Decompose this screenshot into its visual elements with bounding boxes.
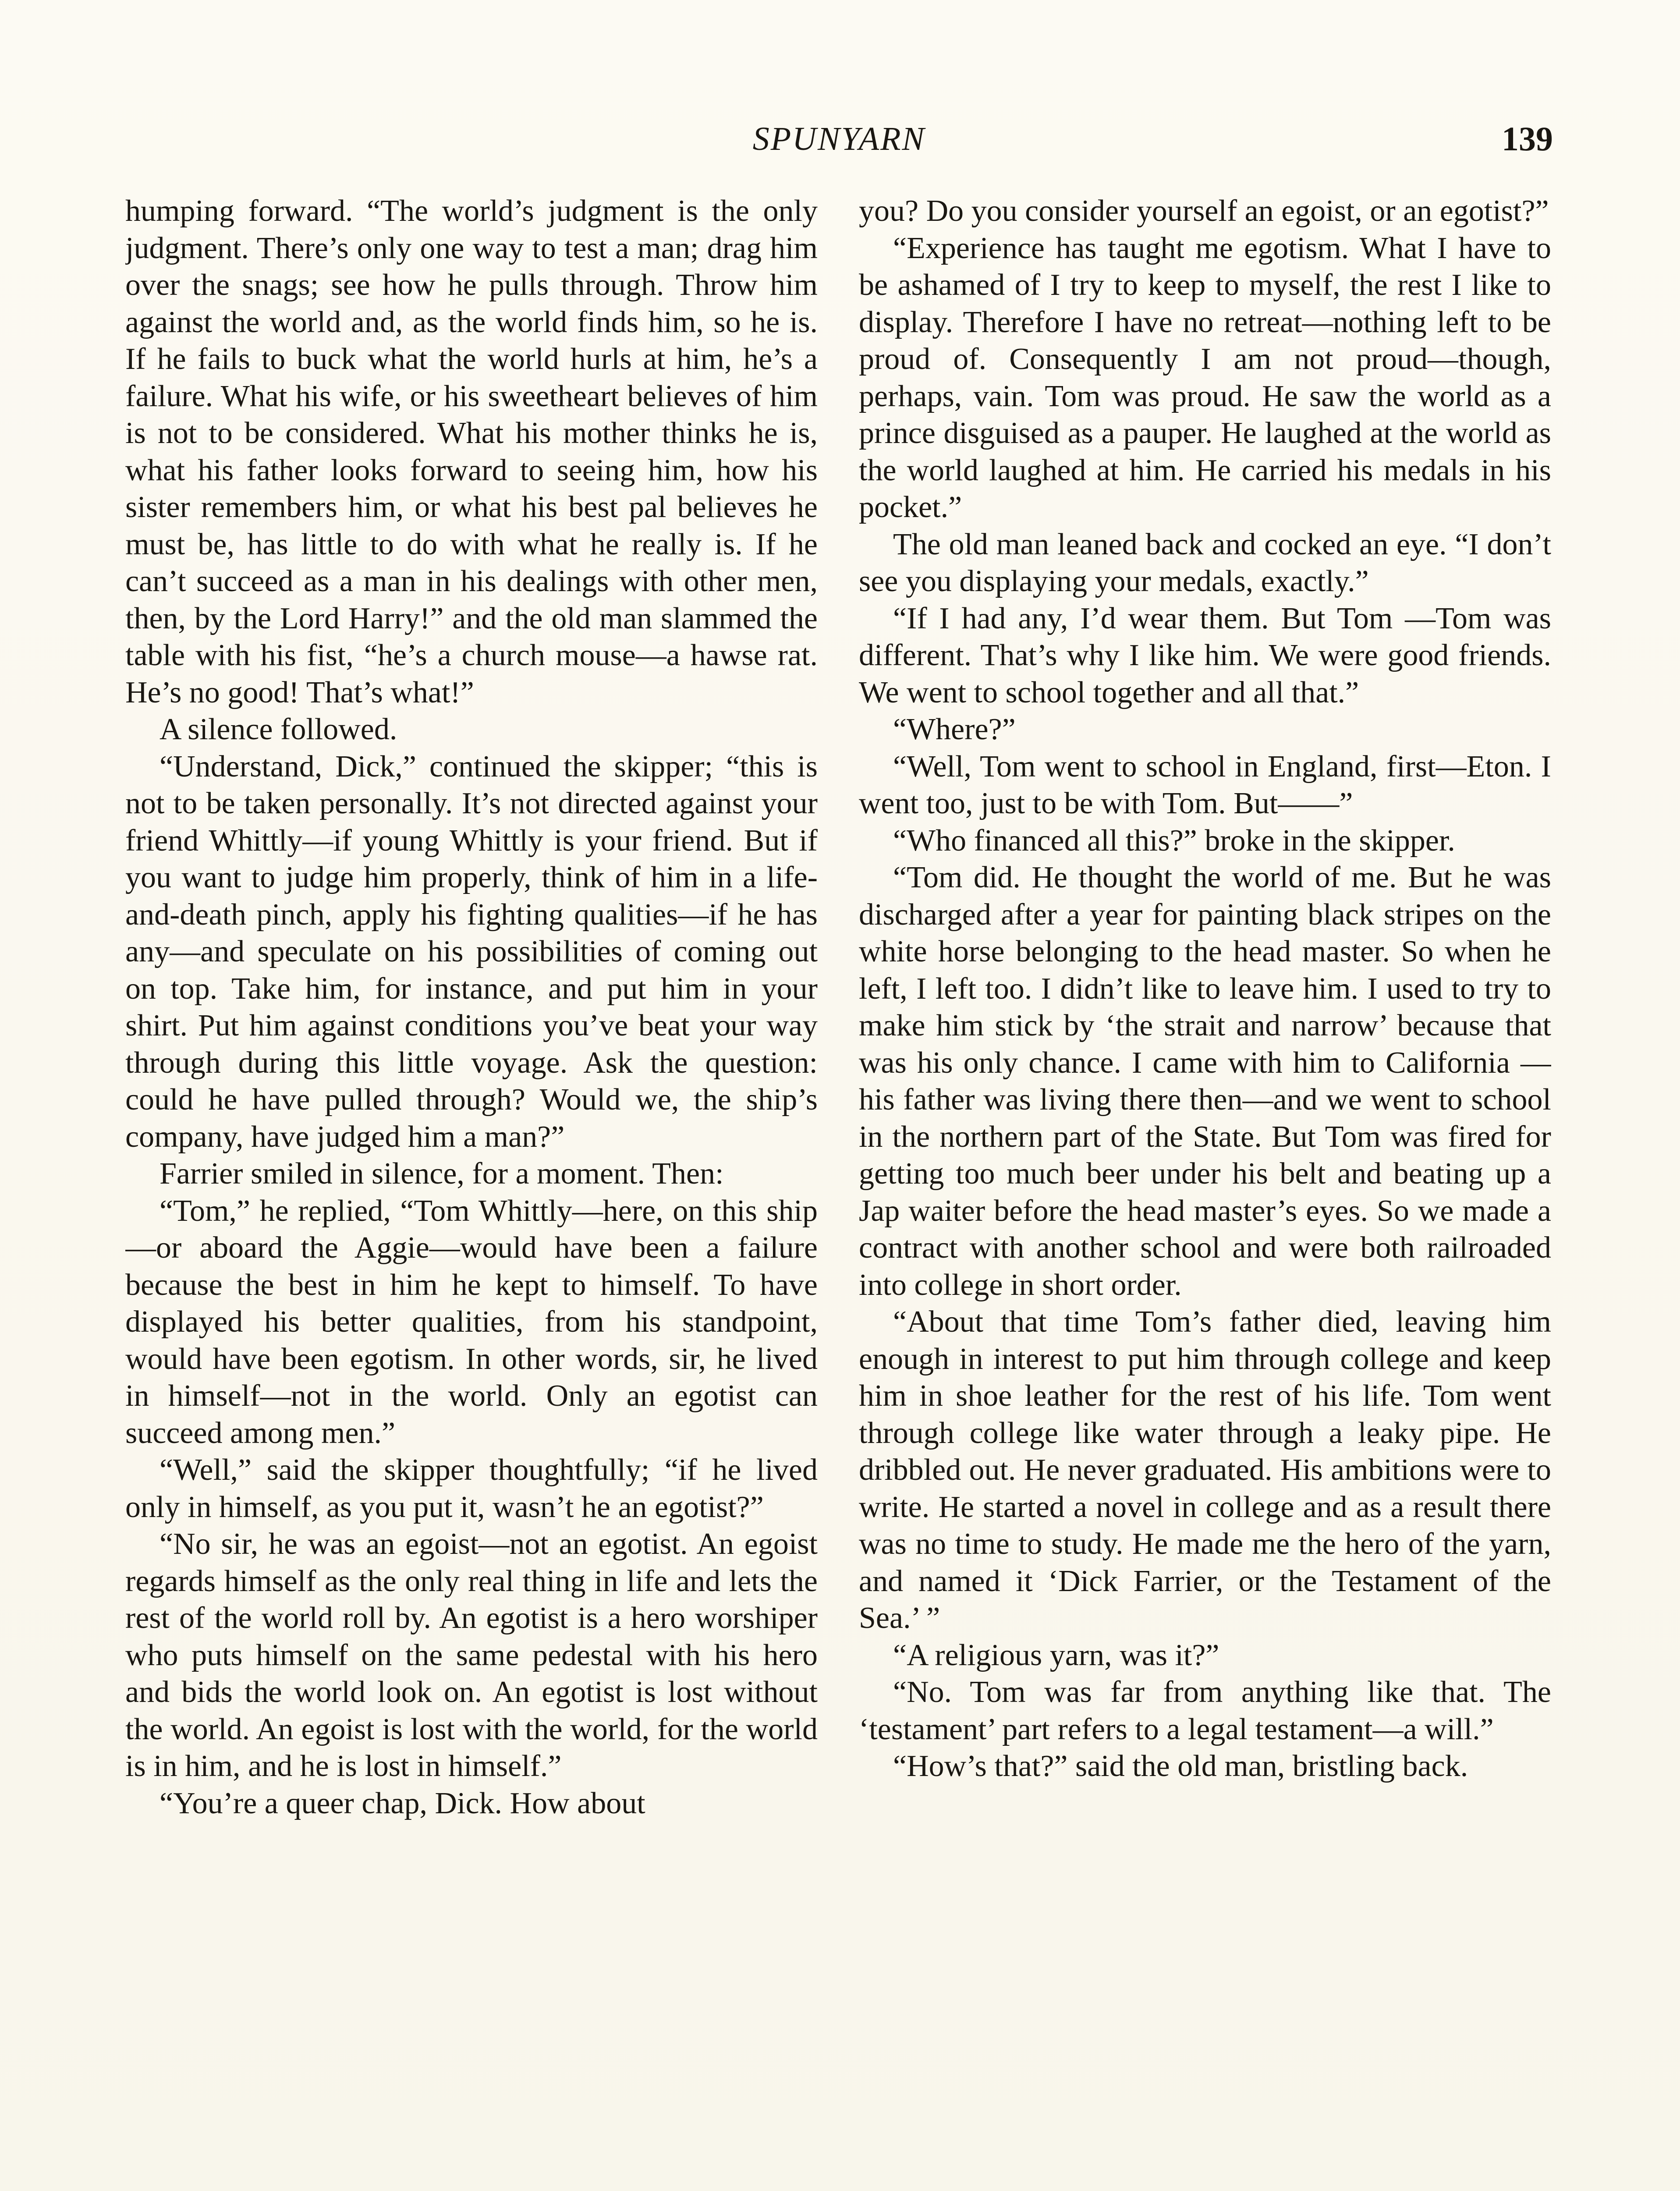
paragraph: “Where?”: [893, 713, 1016, 746]
paragraph: “Tom did. He thought the world of me. But he was discharged after a year for painting black stripes on the white horse belonging to the head master. So when he left, I left too. I didn’t like to leave him. I used to try to make him stick by ‘the strait and narrow’ because that was his only chance. I came with him to California —his father was living there then—and we went to school in the northern part of the State. But Tom was fired for getting too much beer under his belt and beating up a Jap waiter before the head master’s eyes. So we made a contract with another school and were both railroaded into college in short order.: [859, 861, 1551, 1302]
running-head: [125, 115, 1553, 163]
paragraph: The old man leaned back and cocked an eye. “I don’t see you displaying your medals, exactly.”: [859, 527, 1551, 598]
paragraph: humping forward. “The world’s judgment is the only judgment. There’s only one way to test a man; drag him over the snags; see how he pulls through. Throw him against the world and, as the world finds him, so he is. If he fails to buck what the world hurls at him, he’s a failure. What his wife, or his sweetheart believes of him is not to be considered. What his mother thinks he is, what his father looks forward to seeing him, how his sister remembers him, or what his best pal believes he must be, has little to do with what he really is. If he can’t succeed as a man in his dealings with other men, then, by the Lord Harry!” and the old man slammed the table with his fist, “he’s a church mouse—a hawse rat. He’s no good! That’s what!”: [125, 194, 818, 709]
paragraph: “Understand, Dick,” continued the skipper; “this is not to be taken personally. It’s not directed against your friend Whittly—if young Whittly is your friend. But if you want to judge him properly, think of him in a life-and-death pinch, apply his fighting qualities—if he has any—and speculate on his possibilities of coming out on top. Take him, for instance, and put him in your shirt. Put him against conditions you’ve beat your way through during this little voyage. Ask the question: could he have pulled through? Would we, the ship’s company, have judged him a man?”: [125, 749, 818, 1154]
paragraph: “About that time Tom’s father died, leaving him enough in interest to put him through college and keep him in shoe leather for the rest of his life. Tom went through college like water through a leaky pipe. He dribbled out. He never graduated. His ambitions were to write. He started a novel in college and as a result there was no time to study. He made me the hero of the yarn, and named it ‘Dick Farrier, or the Testament of the Sea.’ ”: [859, 1305, 1551, 1635]
paragraph: “A religious yarn, was it?”: [893, 1638, 1219, 1672]
paragraph: “No sir, he was an egoist—not an egotist. An egoist regards himself as the only real thing in life and lets the rest of the world roll by. An egotist is a hero worshiper who puts himself on the same pedestal with his hero and bids the world look on. An egotist is lost without the world. An egoist is lost with the world, for the world is in him, and he is lost in himself.”: [125, 1527, 818, 1783]
paragraph: “You’re a queer chap, Dick. How about: [159, 1786, 645, 1820]
running-title: SPUNYARN: [752, 121, 926, 157]
paragraph: “If I had any, I’d wear them. But Tom —Tom was different. That’s why I like him. We were good friends. We went to school together and all that.”: [859, 601, 1551, 709]
paragraph: “Tom,” he replied, “Tom Whittly—here, on this ship—or aboard the Aggie—would have been a failure because the best in him he kept to himself. To have displayed his better qualities, from his standpoint, would have been egotism. In other words, sir, he lived in himself—not in the world. Only an egotist can succeed among men.”: [125, 1194, 818, 1450]
paragraph: you? Do you consider yourself an egoist, or an egotist?”: [859, 194, 1549, 228]
paragraph: “Well,” said the skipper thoughtfully; “if he lived only in himself, as you put it, wasn’t he an egotist?”: [125, 1453, 818, 1524]
paragraph: A silence followed.: [159, 713, 397, 746]
paragraph: “How’s that?” said the old man, bristling back.: [893, 1749, 1468, 1783]
page-number: 139: [1502, 120, 1553, 158]
paragraph: “Experience has taught me egotism. What I have to be ashamed of I try to keep to myself, the rest I like to display. Therefore I have no retreat—nothing left to be proud of. Consequently I am not proud—though, perhaps, vain. Tom was proud. He saw the world as a prince disguised as a pauper. He laughed at the world as the world laughed at him. He carried his medals in his pocket.”: [859, 231, 1551, 524]
paragraph: “Well, Tom went to school in England, first—Eton. I went too, just to be with Tom. But——”: [859, 749, 1551, 820]
paragraph: Farrier smiled in silence, for a moment. Then:: [159, 1157, 724, 1191]
left-column: [125, 193, 818, 2191]
right-column: [859, 193, 1551, 2191]
paragraph: “Who financed all this?” broke in the skipper.: [893, 823, 1455, 858]
paragraph: “No. Tom was far from anything like that. The ‘testament’ part refers to a legal testament—a will.”: [859, 1675, 1551, 1746]
